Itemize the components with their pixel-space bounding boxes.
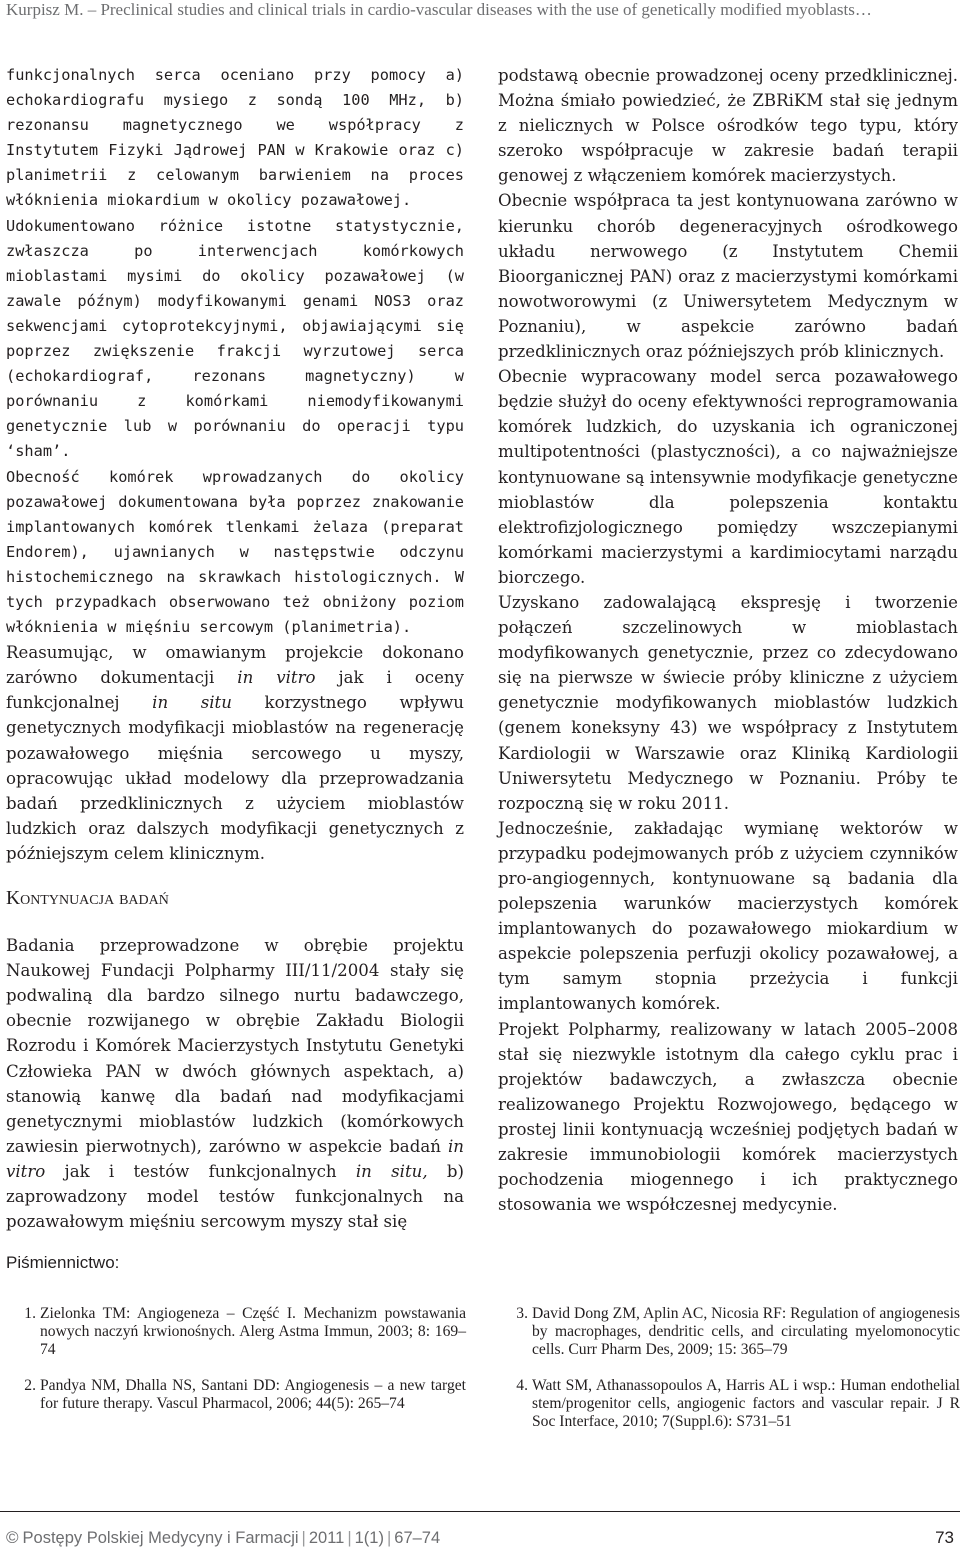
paragraph: Projekt Polpharmy, realizowany w latach 2005–2008 stał się niezwykle istotnym dla całego cyklu prac i projektów badawczych, a zwłaszcza obecnie realizowanego Projektu Rozwojowego, będącego w prostej linii kontynuacją wcześniej podjętych badań w zakresie immunobiologii komórek macierzystych pochodzenia miogennego i ich praktycznego stosowania we współczesnej medycynie. [498,1019,958,1215]
reference-text: Pandya NM, Dhalla NS, Santani DD: Angiogenesis – a new target for future therapy. Vascul Pharmacol, 2006; 44(5): 265–74 [40,1376,466,1412]
reference-number: 3. [516,1305,528,1322]
paragraph: Obecność komórek wprowadzanych do okolicy pozawałowej dokumentowana była poprzez znakowanie implantowanych komórek tlenkami żelaza (preparat Endorem), ujawnianych w następstwie odczynu histochemicznego na skrawkach histologicznych. W tych przypadkach obserwowano też obniżony poziom włóknienia w mięśniu sercowym (planimetria). [6,467,464,637]
italic-term: in situ [152,693,232,713]
separator: | [386,1529,392,1547]
references-list-left [6,1305,466,1430]
paragraph [6,640,464,866]
footer-divider [0,1511,960,1512]
paragraph-text: Reasumując, w omawianym projekcie dokonano zarówno dokumentacji [6,643,464,688]
paragraph: Obecnie współpraca ta jest kontynuowana zarówno w kierunku chorób degeneracyjnych ośrodkowego układu nerwowego (z Instytutem Chemii Bioorganicznej PAN) oraz z macierzystymi komórkami nowotworowymi (z Uniwersytetem Medycznym w Poznaniu), w aspekcie zarówno badań przedklinicznych oraz późniejszych prób klinicznych. [498,191,958,362]
italic-term: in vitro [6,1136,464,1181]
reference-item [6,1377,466,1413]
reference-text: Zielonka TM: Angiogeneza – Część I. Mechanizm powstawania nowych naczyń krwionośnych. Alerg Astma Immun, 2003; 8: 169–74 [40,1305,466,1359]
left-column [6,63,464,1234]
paragraph [6,933,464,1234]
reference-text: David Dong ZM, Aplin AC, Nicosia RF: Regulation of angiogenesis by macrophages, dendritic cells, and circulating myelomonocytic cells. Curr Pharm Des, 2009; 15: 365–79 [532,1305,960,1359]
paragraph: funkcjonalnych serca oceniano przy pomocy a) echokardiografu mysiego z sondą 100 MHz, b) rezonansu magnetycznego we współpracy z Instytutem Fizyki Jądrowej PAN w Krakowie oraz c) planimetrii z celowanym barwieniem na proces włóknienia miokardium w okolicy pozawałowej. [6,66,464,210]
paragraph-text: jak i testów funkcjonalnych [45,1161,356,1181]
separator: | [301,1529,306,1547]
reference-number: 4. [516,1376,528,1394]
running-head: Kurpisz M. – Preclinical studies and clinical trials in cardio-vascular diseases with the use of genetically modified myoblasts… [6,0,872,19]
italic-term: in vitro [237,668,316,688]
italic-term: in situ, [355,1161,428,1181]
reference-text: Watt SM, Athanassopoulos A, Harris AL i wsp.: Human endothelial stem/progenitor cells, angiogenic factors and vascular repair. J R Soc Interface, 2010; 7(Suppl.6): S731–51 [532,1376,960,1431]
paragraph: Obecnie wypracowany model serca pozawałowego będzie służył do oceny efektywności reprogramowania komórek ludzkich, do uzyskania ich ograniczonej multipotentności (plastyczności), a co najważniejsze kontynuowane są intensywnie modyfikacje genetyczne mioblastów dla polepszenia kontaktu elektrofizjologicznego pomiędzy wszczepianymi komórkami macierzystymi a kardimiocytami narządu biorczego. [498,367,958,587]
journal-pages: 67–74 [394,1529,441,1547]
paragraph-text: jak i oceny funkcjonalnej [6,668,464,713]
page-footer [6,1527,956,1551]
paragraph: podstawą obecnie prowadzonej oceny przedklinicznej. Można śmiało powiedzieć, że ZBRiKM stał się jednym z nielicznych w Polsce ośrodków tego typu, który szeroko współpracuje w zakresie badań terapii genowej z włączeniem komórek macierzystych. [498,66,958,186]
reference-item [498,1305,960,1360]
paragraph-text: korzystnego wpływu genetycznych modyfikacji mioblastów na regenerację pozawałowego mięśnia sercowego u myszy, opracowując układ modelowy dla przeprowadzania badań przedklinicznych z użyciem mioblastów ludzkich oraz dalszych modyfikacji genetycznych z późniejszym celem klinicznym. [6,693,464,863]
journal-issue: 1(1) [354,1529,384,1547]
reference-number: 2. [24,1376,36,1394]
right-column [498,63,958,1217]
paragraph-text: Badania przeprowadzone w obrębie projektu Naukowej Fundacji Polpharmy III/11/2004 stały się podwaliną dla bardzo silnego nurtu badawczego, obecnie rozwijanego w obrębie Zakładu Biologii Rozrodu i Komórek Macierzystych Instytutu Genetyki Człowieka PAN w dwóch głównych aspektach, a) stanowią kanwę dla badań nad modyfikacjami genetycznymi mioblastów ludzkich (komórkowych zawiesin pierwotnych), zarówno w aspekcie badań [6,936,464,1156]
paragraph-text: b) zaprowadzony model testów funkcjonalnych na pozawałowym mięśniu sercowym myszy stał się [6,1161,464,1232]
paragraph: Uzyskano zadowalającą ekspresję i tworzenie połączeń szczelinowych w mioblastach modyfikowanych genetycznie, przez co zdecydowano się na pierwsze w świecie próby kliniczne z użyciem genetycznie modyfikowanych mioblastów ludzkich (genem koneksyny 43) we współpracy z Instytutem Kardiologii w Warszawie oraz Kliniką Kardiologii Uniwersytetu Medycznego w Poznaniu. Próby te rozpoczną się w roku 2011. [498,592,958,813]
page-number: 73 [935,1528,954,1547]
journal-year: 2011 [308,1529,345,1547]
journal-title: Postępy Polskiej Medycyny i Farmacji [22,1529,299,1547]
separator: | [347,1529,352,1547]
paragraph: Jednocześnie, zakładając wymianę wektorów w przypadku podejmowanych prób z użyciem czynników pro-angiogennych, kontynuowane są badania dla polepszenia warunków macierzystych komórek implantowanych do pozawałowego miokardium w aspekcie polepszenia perfuzji okolicy pozawałowej, a tym samym stopnia przeżycia i funkcji implantowanych komórek. [498,818,958,1014]
reference-item [6,1305,466,1360]
reference-item [498,1377,960,1432]
paragraph: Udokumentowano różnice istotne statystycznie, zwłaszcza po interwencjach komórkowych mioblastami mysimi do okolicy pozawałowej (w zawale późnym) modyfikowanymi genami NOS3 oraz sekwencjami cytoprotekcyjnymi, objawiającymi się poprzez zwiększenie frakcji wyrzutowej serca (echokardiograf, rezonans magnetyczny) w porównaniu z komórkami niemodyfikowanymi genetycznie lub w porównaniu do operacji typu ‘sham’. [6,216,464,461]
references-list-right [498,1305,960,1448]
copyright-icon: © [6,1528,19,1547]
section-heading: Kontynuacja badań [6,888,169,909]
references-heading: Piśmiennictwo: [6,1253,120,1272]
reference-number: 1. [24,1305,36,1322]
